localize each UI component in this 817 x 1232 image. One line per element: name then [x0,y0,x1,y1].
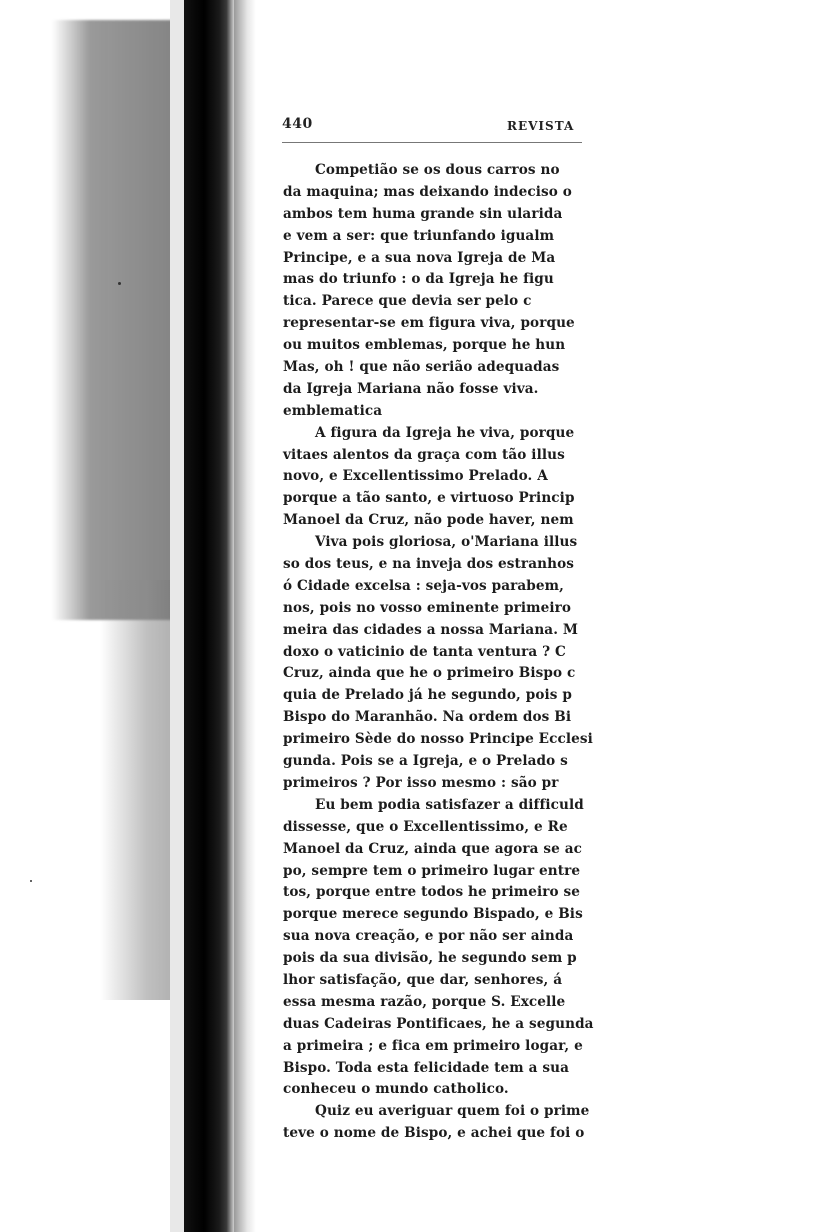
text-line: primeiro Sède do nosso Principe Ecclesi [283,731,593,748]
text-line: da Igreja Mariana não fosse viva. [283,380,539,397]
gutter-shadow [234,0,256,1232]
text-line: Bispo do Maranhão. Na ordem dos Bi [283,709,572,726]
text-line: Principe, e a sua nova Igreja de Ma [283,249,556,266]
text-line: essa mesma razão, porque S. Excelle [283,993,566,1010]
text-line: dissesse, que o Excellentissimo, e Re [283,818,568,835]
header-rule [282,142,582,143]
text-line: duas Cadeiras Pontificaes, he a segunda [283,1015,594,1032]
text-line: mas do triunfo : o da Igreja he figu [283,271,554,288]
text-line: porque merece segundo Bispado, e Bis [283,906,583,923]
paragraph [283,532,817,795]
text-line: pois da sua divisão, he segundo sem p [283,950,577,967]
text-line: ambos tem huma grande sin ularida [283,205,563,222]
text-line: emblematica [283,402,383,419]
text-line: Cruz, ainda que he o primeiro Bispo c [283,665,576,682]
text-line: Eu bem podia satisfazer a difficuld [315,796,584,813]
text-line: Quiz eu averiguar quem foi o prime [315,1103,590,1120]
text-line: lhor satisfação, que dar, senhores, á [283,971,563,988]
text-line: conheceu o mundo catholico. [283,1081,509,1098]
text-line: po, sempre tem o primeiro lugar entre [283,862,581,879]
text-line: tica. Parece que devia ser pelo c [283,293,532,310]
text-line: nos, pois no vosso eminente primeiro [283,599,572,616]
page-number: 440 [282,116,313,132]
text-line: Bispo. Toda esta felicidade tem a sua [283,1059,569,1076]
text-line: ó Cidade excelsa : seja-vos parabem, [283,577,564,594]
text-line: meira das cidades a nossa Mariana. M [283,621,579,638]
running-title: REVISTA [507,119,575,133]
ink-speck [30,880,32,882]
text-line: porque a tão santo, e virtuoso Princip [283,490,575,507]
text-line: A figura da Igreja he viva, porque [315,424,575,441]
text-line: representar-se em figura viva, porque [283,315,575,332]
text-line: Competião se os dous carros no [315,162,560,178]
text-line: ou muitos emblemas, porque he hun [283,337,566,354]
text-line: sua nova creação, e por não ser ainda [283,928,574,945]
text-line: vitaes alentos da graça com tão illus [283,446,565,463]
text-line: a primeira ; e fica em primeiro logar, e [283,1037,583,1054]
text-line: quia de Prelado já he segundo, pois p [283,687,572,704]
text-line: Manoel da Cruz, ainda que agora se ac [283,840,583,857]
page-edge [170,0,185,1232]
text-line: da maquina; mas deixando indeciso o [283,183,572,200]
text-line: doxo o vaticinio de tanta ventura ? C [283,643,566,660]
text-line: teve o nome de Bispo, e achei que foi o [283,1125,585,1142]
scan-shadow [52,20,178,620]
book-spine [184,0,234,1232]
text-line: tos, porque entre todos he primeiro se [283,884,580,901]
ink-speck [118,282,121,285]
text-line: Viva pois gloriosa, o'Mariana illus [315,534,578,551]
paragraph [283,1101,817,1145]
text-line: e vem a ser: que triunfando igualm [283,227,555,244]
left-page-remnant [0,0,178,1232]
paragraph [283,160,817,423]
paragraph [283,795,817,1101]
text-line: so dos teus, e na inveja dos estranhos [283,556,574,573]
page-header [282,116,582,136]
text-line: Mas, oh ! que não serião adequadas [283,359,560,376]
scan-shadow-lower [100,580,178,1000]
body-text [283,160,817,1145]
text-line: novo, e Excellentissimo Prelado. A [283,468,548,485]
text-line: Manoel da Cruz, não pode haver, nem [283,512,574,529]
text-line: gunda. Pois se a Igreja, e o Prelado s [283,753,568,770]
paragraph [283,423,817,532]
text-line: primeiros ? Por isso mesmo : são pr [283,774,559,791]
